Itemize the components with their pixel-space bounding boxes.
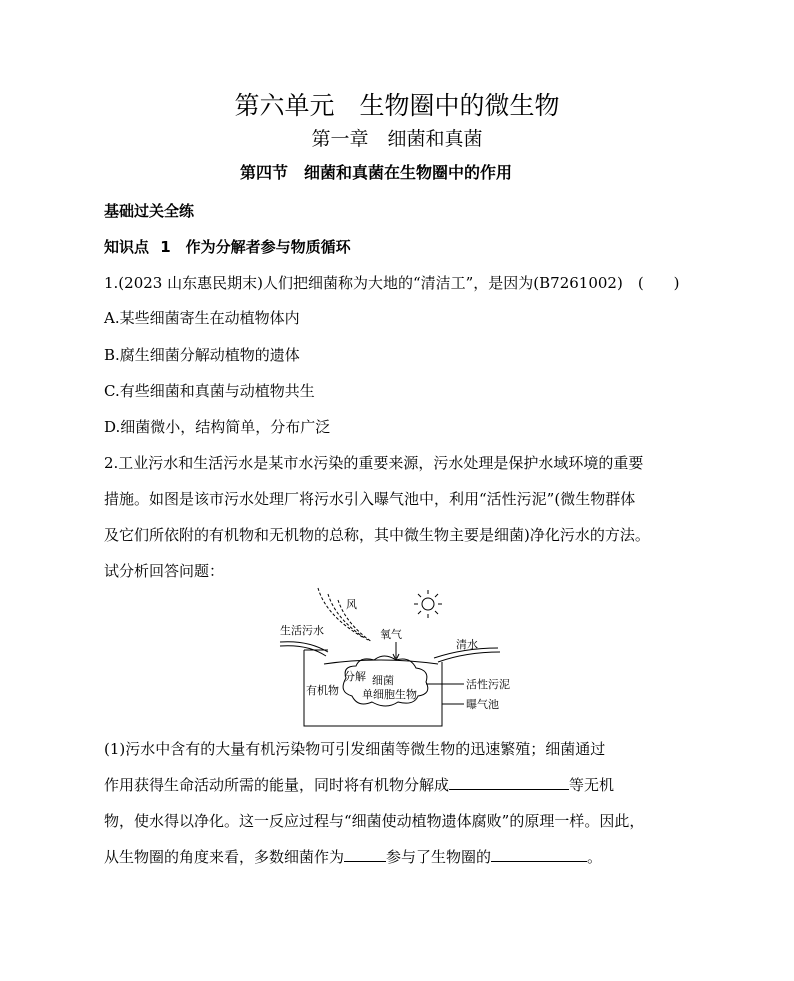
section-title: 第四节 细菌和真菌在生物圈中的作用 xyxy=(240,163,513,182)
sub-question-1-line-3: 物，使水得以净化。这一反应过程与“细菌使动植物遗体腐败”的原理一样。因此， xyxy=(104,812,645,830)
sub1-line2-part-b: 等无机 xyxy=(569,776,615,794)
chapter-title: 第一章 细菌和真菌 xyxy=(311,128,483,150)
figure-label-aeration-tank: 曝气池 xyxy=(466,698,499,711)
aeration-tank-figure xyxy=(268,586,528,730)
unit-title: 第六单元 生物圈中的微生物 xyxy=(234,91,560,120)
sub-question-1-line-2 xyxy=(104,774,614,795)
sun-icon xyxy=(414,590,442,618)
q1-option-b: B.腐生细菌分解动植物的遗体 xyxy=(104,346,300,364)
answer-blank-3[interactable] xyxy=(491,847,587,862)
sub1-line4-part-b: 参与了生物圈的 xyxy=(386,848,492,866)
practice-heading: 基础过关全练 xyxy=(104,202,195,220)
question-2-line-2: 措施。如图是该市污水处理厂将污水引入曝气池中，利用“活性污泥”(微生物群体 xyxy=(104,490,636,508)
sub-question-1-line-1: (1)污水中含有的大量有机污染物可引发细菌等微生物的迅速繁殖；细菌通过 xyxy=(104,740,606,758)
figure-label-organic-matter: 有机物 xyxy=(306,684,339,697)
figure-label-unicellular: 单细胞生物 xyxy=(362,688,417,701)
question-2-line-3: 及它们所依附的有机物和无机物的总称，其中微生物主要是细菌)净化污水的方法。 xyxy=(104,526,650,544)
figure-label-domestic-sewage: 生活污水 xyxy=(280,624,324,637)
water-surface xyxy=(324,660,438,664)
q1-option-c: C.有些细菌和真菌与动植物共生 xyxy=(104,382,315,400)
figure-label-decompose: 分解 xyxy=(344,670,366,683)
sub1-line2-part-a: 作用获得生命活动所需的能量，同时将有机物分解成 xyxy=(104,776,450,794)
question-2-line-1: 2.工业污水和生活污水是某市水污染的重要来源，污水处理是保护水域环境的重要 xyxy=(104,454,644,472)
figure-label-activated-sludge: 活性污泥 xyxy=(466,678,510,691)
figure-label-clean-water: 清水 xyxy=(456,638,478,651)
clean-water-outflow-2 xyxy=(438,652,500,662)
figure-label-wind: 风 xyxy=(346,598,357,611)
figure-label-oxygen: 氧气 xyxy=(380,628,402,641)
question-2-line-4: 试分析回答问题： xyxy=(104,562,225,580)
wind-arrows xyxy=(318,588,372,642)
sub1-line4-part-c: 。 xyxy=(587,848,603,866)
answer-blank-2[interactable] xyxy=(344,847,386,862)
knowledge-point-heading: 知识点 1 作为分解者参与物质循环 xyxy=(104,238,351,256)
answer-blank-1[interactable] xyxy=(449,775,569,790)
sub1-line4-part-a: 从生物圈的角度来看，多数细菌作为 xyxy=(104,848,345,866)
figure-label-bacteria: 细菌 xyxy=(372,674,394,687)
q1-option-a: A.某些细菌寄生在动植物体内 xyxy=(104,309,300,327)
question-1-stem: 1.(2023 山东惠民期末)人们把细菌称为大地的“清洁工”，是因为(B7261002) ( ) xyxy=(104,274,680,292)
sub-question-1-line-4 xyxy=(104,846,602,867)
q1-option-d: D.细菌微小，结构简单，分布广泛 xyxy=(104,418,331,436)
